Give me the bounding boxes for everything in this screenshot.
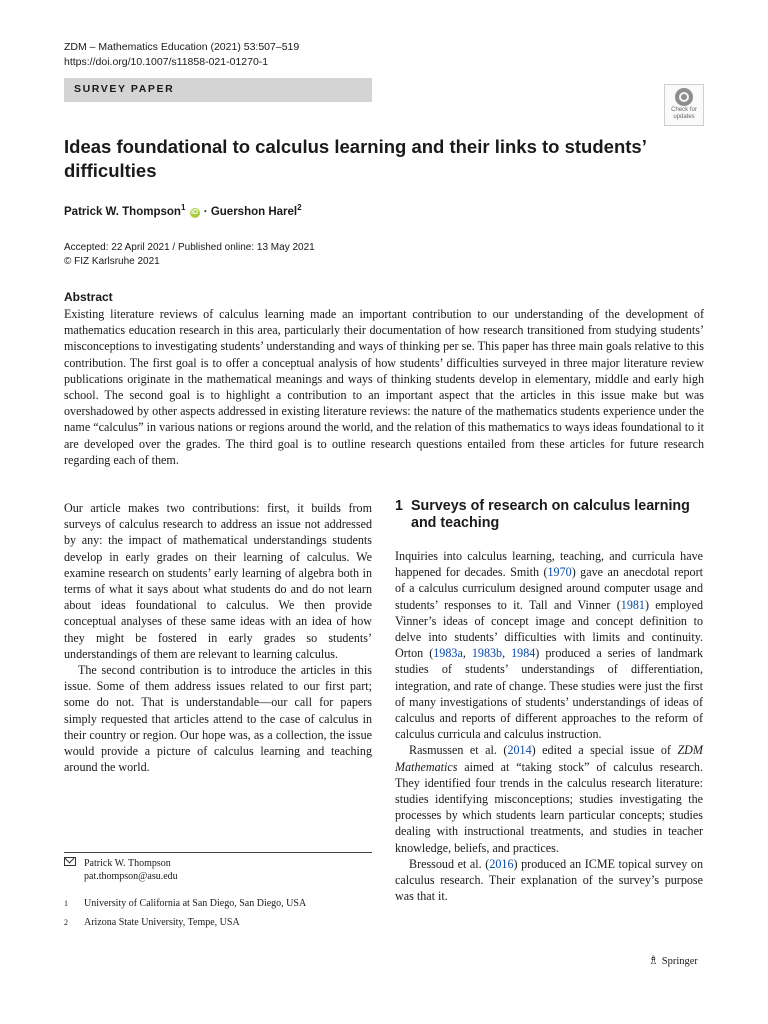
right-column	[395, 548, 703, 904]
springer-horse-icon: ♗	[648, 953, 659, 967]
affiliation-2-text: Arizona State University, Tempe, USA	[84, 917, 240, 928]
corresponding-author-note	[64, 857, 178, 883]
text-run: ) gave an anecdotal report of a calculus curriculum designed around computer usage and students’ responses to it. Tall and Vinner (	[395, 565, 703, 612]
crossmark-icon[interactable]	[664, 84, 704, 126]
citation-link[interactable]: 1981	[620, 597, 645, 612]
journal-header	[64, 40, 299, 70]
section-heading	[395, 498, 705, 532]
copyright-line: © FIZ Karlsruhe 2021	[64, 256, 160, 267]
crossmark-label: Check for updates	[671, 107, 697, 120]
article-title: Ideas foundational to calculus learning and their links to students’ difficulties	[64, 136, 646, 181]
publication-dates	[64, 241, 315, 269]
affiliation-1	[64, 897, 306, 910]
citation-link[interactable]: 2014	[507, 743, 532, 758]
contact-name: Patrick W. Thompson	[84, 858, 171, 869]
doi-link[interactable]: https://doi.org/10.1007/s11858-021-01270-1	[64, 56, 269, 68]
intro-paragraph-2: The second contribution is to introduce the articles in this issue. Some of them address issues related to our first part; some do not. That is understandable—our call for papers simply requested that articles attend to the case of calculus in their country or region. Our hope was, as a collection, the issue would provide a picture of calculus learning and teaching around the world.	[64, 663, 372, 775]
author1-affiliation-mark: 1	[180, 203, 186, 212]
publisher-name: Springer	[661, 956, 698, 967]
author-thompson[interactable]: Patrick W. Thompson	[64, 205, 181, 218]
section-label: SURVEY PAPER	[74, 83, 175, 95]
affiliation-1-number: 1	[64, 899, 68, 908]
publisher-logo	[648, 953, 698, 968]
author-separator: ·	[200, 205, 211, 218]
section-title: Surveys of research on calculus learning and teaching	[411, 498, 690, 531]
journal-citation: ZDM – Mathematics Education (2021) 53:507–519	[64, 41, 300, 53]
text-run: ) edited a special issue of	[531, 743, 678, 758]
text-run: ) produced a series of landmark studies of students’ understandings of differentiation, integration, and rate of change. These studies were just the first of many investigations of students’ understandings of ideas of calculus and reports of different approaches to the reform of calculus curricula and calculus instruction.	[395, 646, 703, 742]
citation-link[interactable]: 1983b	[471, 646, 503, 661]
affiliation-2	[64, 916, 240, 929]
text-run: Bressoud et al. (	[409, 856, 490, 871]
section-number: 1	[395, 498, 403, 514]
author-line	[64, 203, 302, 218]
section-paragraph-1	[395, 548, 703, 742]
citation-link[interactable]: 2016	[489, 856, 514, 871]
author-harel[interactable]: Guershon Harel	[210, 205, 298, 218]
citation-link[interactable]: 1970	[547, 565, 572, 580]
text-run: Inquiries into calculus learning, teaching, and curricula have happened for decades. Smith (	[395, 549, 703, 580]
text-run: ,	[462, 646, 472, 661]
text-run: ) employed Vinner’s ideas of concept image and concept definition to delve into students’ difficulties with limits and continuity. Orton (	[395, 597, 703, 661]
text-run: ) produced an ICME topical survey on calculus research. Their explanation of the survey’s purpose was that it.	[395, 856, 703, 904]
citation-link[interactable]: 1984	[511, 646, 536, 661]
crossmark-circle-icon	[675, 88, 693, 106]
text-run: aimed at “taking stock” of calculus research. They identified four trends in the calculus research literature: studies identifying misconceptions; studies investigating the processes by which students learn particular concepts; studies dealing with instructional treatments, and studies in teacher knowledge, beliefs, and practices.	[395, 759, 703, 855]
section-paragraph-2	[395, 742, 703, 855]
affiliation-1-text: University of California at San Diego, San Diego, USA	[84, 898, 307, 909]
abstract-heading: Abstract	[64, 290, 113, 304]
affiliation-2-number: 2	[64, 918, 68, 927]
left-column	[64, 500, 372, 775]
section-paragraph-3	[395, 856, 703, 905]
author2-affiliation-mark: 2	[297, 203, 302, 212]
contact-email[interactable]: pat.thompson@asu.edu	[84, 871, 178, 882]
section-label-band	[64, 78, 372, 102]
text-run: Rasmussen et al. (	[409, 743, 508, 758]
journal-name-italic: ZDM Mathematics	[395, 743, 703, 774]
citation-link[interactable]: 1983a	[433, 646, 463, 661]
text-run: ,	[502, 646, 512, 661]
envelope-icon	[64, 857, 76, 870]
abstract-text: Existing literature reviews of calculus learning made an important contribution to our understanding of the development of mathematics education research in this area, particularly their documentation of how research transitioned from studying students’ misconceptions to investigating students’ understanding and ways of thinking per se. This paper has three main goals relative to this contribution. The first goal is to offer a conceptual analysis of how students’ difficulties surveyed in three major literature review publications originate in the mathematical meanings and ways of thinking students develop in elementary, middle and early high school. The second goal is to highlight a contribution to an important aspect that the articles in this issue make but was overshadowed by other aspects addressed in existing literature reviews: the nature of the mathematics students experience under the name “calculus” in various nations or regions around the world, and the relation of this mathematics to ways ideas foundational to it are developed over the grades. The third goal is to outline research questions entailed from these articles for future research regarding each of them.	[64, 307, 704, 467]
orcid-icon[interactable]: iD	[191, 208, 199, 216]
footnote-divider	[64, 852, 372, 853]
accepted-published-dates: Accepted: 22 April 2021 / Published online: 13 May 2021	[64, 242, 315, 253]
intro-paragraph-1: Our article makes two contributions: first, it builds from surveys of calculus research to address an issue not addressed by any: the impact of mathematical understandings students develop in early grades on their learning of calculus. We examine research on students’ early learning of algebra both in terms of what it says about what students do and do not learn about ideas foundational to calculus. We then provide conceptual analyses of these same ideas with an idea of how they might be fostered in early grades so students’ understandings of them are relevant to learning calculus.	[64, 501, 372, 661]
